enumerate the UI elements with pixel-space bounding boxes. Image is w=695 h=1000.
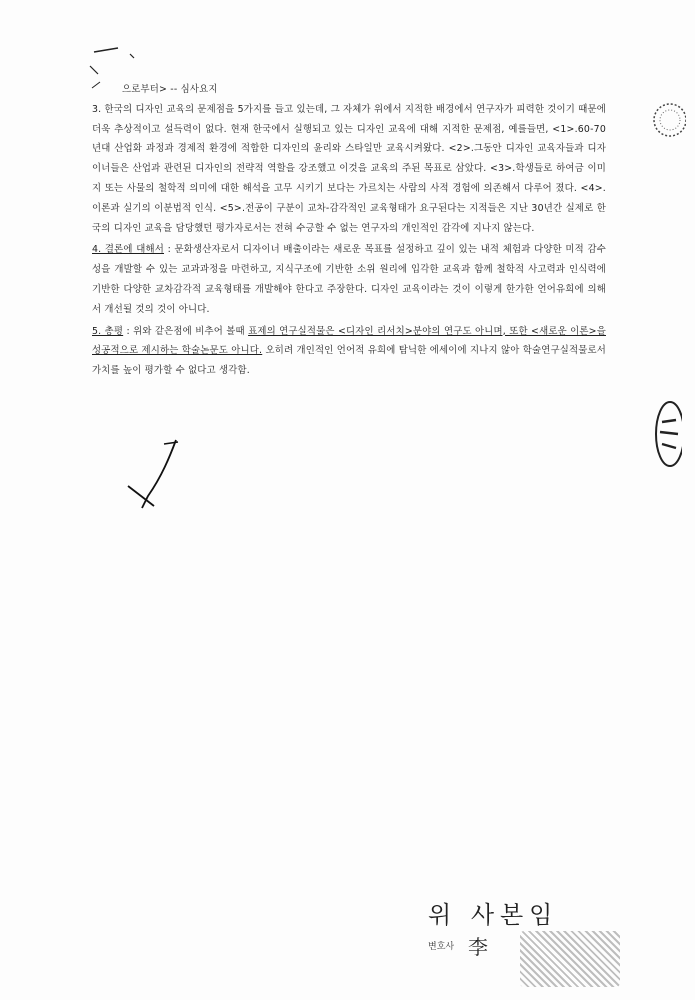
paragraph-3: 3. 한국의 디자인 교육의 문제점을 5가지를 들고 있는데, 그 자체가 위에서 지적한 배경에서 연구자가 피력한 것이기 때문에 더욱 추상적이고 설득력이 없다. 현재 한국에서 실행되고 있는 디자인 교육에 대해 지적한 문제점, 예를들면, <1>.60-70년대 산업화 과정과 경제적 환경에 적합한 디자인의 윤리와 스타일만 교육시켜왔다. <2>.그동안 디자인 교육자들과 디자이너들은 산업과 관련된 디자인의 전략적 역할을 강조했고 이것을 교육의 주된 목표로 삼았다. <3>.학생들로 하여금 이미지 또는 사물의 철학적 의미에 대한 해석을 고무 시키기 보다는 가르치는 사람의 사적 경험에 의존해서 다루어 졌다. <4>.이론과 실기의 이분법적 인식. <5>.전공이 구분이 교차-감각적인 교육형태가 요구된다는 지적들은 지난 30년간 실제로 한국의 디자인 교육을 담당했던 평가자로서는 전혀 수긍할 수 없는 연구자의 개인적인 감각에 지나지 않는다. <box>92 103 606 234</box>
section-heading: 으로부터> -- 심사요지 <box>122 84 218 95</box>
pen-stroke-top <box>90 40 150 60</box>
review-text <box>86 80 606 381</box>
partial-stamp-top-right <box>636 100 686 140</box>
certified-copy-text: 위 사본임 <box>428 901 559 929</box>
signer-name: 李 <box>468 935 492 959</box>
paragraph-4-heading: 4. 결론에 대해서 <box>92 244 165 256</box>
signer-title: 변호사 <box>428 942 455 952</box>
seal-stamp <box>520 931 620 987</box>
certification-signature <box>428 895 648 995</box>
paragraph-5-underlined: 표제의 연구실적물은 <디자인 리서치>분야의 연구도 아니며, 또한 <새로운 이론>을 성공적으로 제시하는 학술논문도 아니다. <box>92 325 606 357</box>
handwritten-cross-mark <box>118 436 188 516</box>
paragraph-4-body: : 문화생산자로서 디자이너 배출이라는 새로운 목표를 설정하고 깊이 있는 내적 체험과 다양한 미적 감수성을 개발할 수 있는 교과과정을 마련하고, 지식구조에 기반한 소위 원리에 입각한 교육과 함께 철학적 사고력과 인식력에 기반한 다양한 교차감각적 교육형태를 개발해야 한다고 주장한다. 디자인 교육이라는 것이 이렇게 한가한 언어유희에 의해서 개선될 것의 것이 아니다. <box>92 244 606 315</box>
partial-stamp-right <box>648 398 682 470</box>
paragraph-5 <box>86 322 606 381</box>
paragraph-5-intro: : 위와 같은점에 비추어 볼때 <box>123 325 249 337</box>
paragraph-4 <box>86 240 606 319</box>
paragraph-5-tail: 오히려 개인적인 언어적 유희에 탐닉한 에세이에 지나지 않아 학술연구실적물로서 가치를 높이 평가할 수 없다고 생각함. <box>92 345 607 377</box>
paragraph-5-heading: 5. 총평 <box>92 325 124 337</box>
